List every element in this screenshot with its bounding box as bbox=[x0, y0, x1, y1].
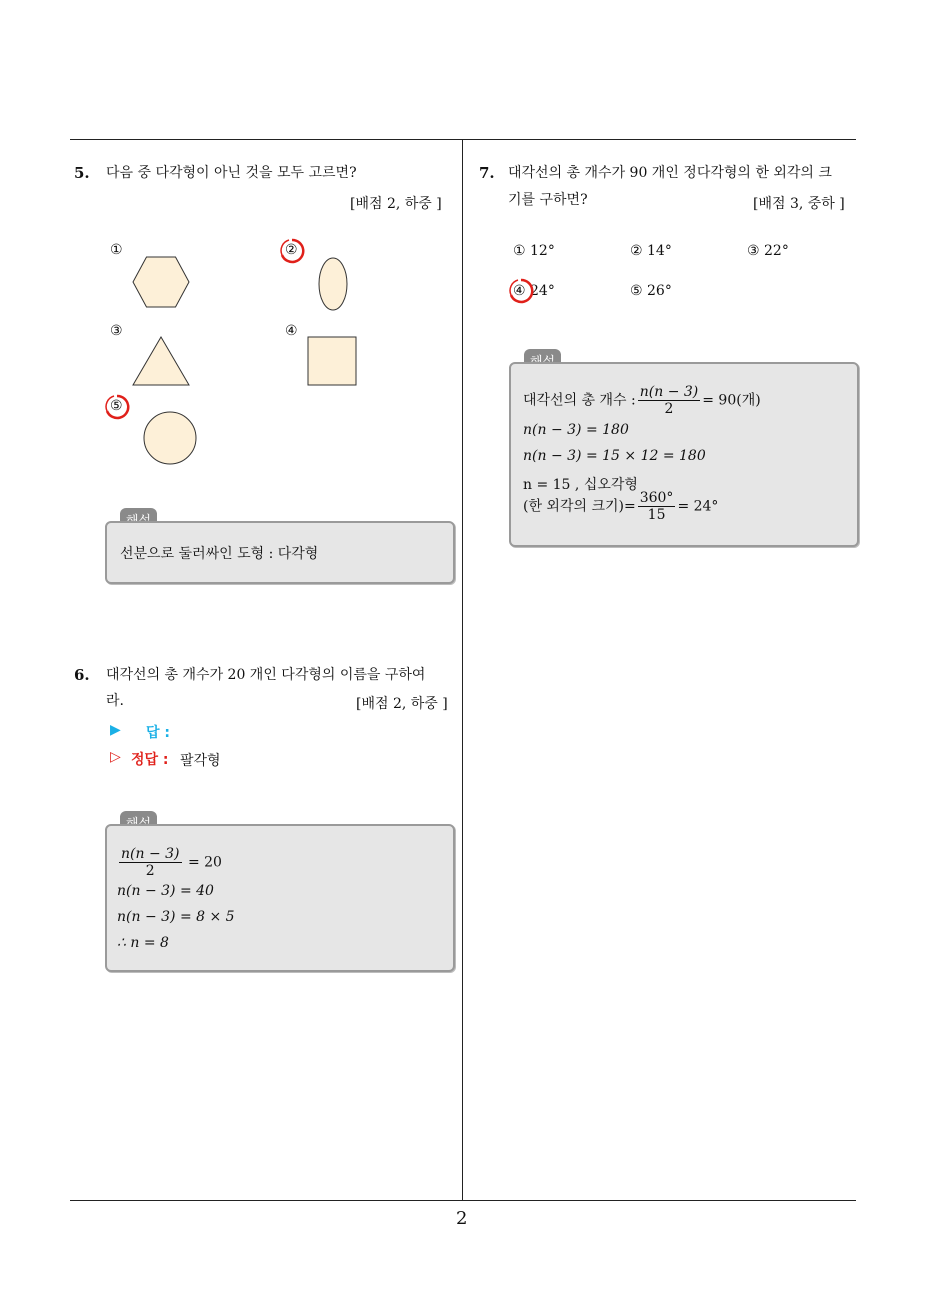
correct-answer: 팔각형 bbox=[180, 753, 221, 769]
option-3[interactable]: ③ 22° bbox=[747, 243, 789, 259]
top-rule bbox=[70, 139, 856, 140]
selection-mark-icon bbox=[277, 236, 307, 266]
explanation-box bbox=[105, 824, 455, 972]
score-meta: [배점 3, 중하 ] bbox=[753, 196, 845, 212]
explanation-line-2: n(n − 3) = 40 bbox=[117, 883, 214, 899]
fraction: $\frac{n(n - 3)}{2}$ bbox=[121, 846, 180, 879]
explanation-line-2: n(n − 3) = 180 bbox=[523, 422, 629, 438]
correct-label: 정답 : bbox=[131, 752, 169, 768]
page-number: 2 bbox=[456, 1208, 468, 1229]
option-4-label[interactable]: ④ bbox=[285, 323, 298, 339]
explanation-box bbox=[509, 362, 859, 547]
square-icon bbox=[307, 336, 357, 386]
explanation-line-1: $\frac{n(n - 3)}{2}$ = 20 bbox=[121, 846, 222, 879]
explanation-text: 선분으로 둘러싸인 도형 : 다각형 bbox=[120, 546, 319, 562]
option-3-label[interactable]: ③ bbox=[110, 323, 123, 339]
fraction: $\frac{360^\circ}{15}$ bbox=[639, 490, 674, 523]
option-2-label[interactable]: ② bbox=[285, 242, 298, 258]
explanation-line-4: n = 15 , 십오각형 bbox=[523, 477, 638, 493]
answer-label: 답 : bbox=[146, 725, 170, 741]
fraction: $\frac{n(n - 3)}{2}$ bbox=[639, 384, 699, 417]
score-meta: [배점 2, 하중 ] bbox=[356, 696, 448, 712]
selection-mark-icon bbox=[102, 392, 132, 422]
column-divider bbox=[462, 139, 463, 1201]
circle-icon bbox=[142, 410, 198, 466]
option-5[interactable]: ⑤ 26° bbox=[630, 283, 672, 299]
score-meta: [배점 2, 하중 ] bbox=[350, 196, 442, 212]
explanation-line-5: (한 외각의 크기)= $\frac{360^\circ}{15}$ = 24° bbox=[523, 490, 719, 523]
answer-arrow-icon: ▶ bbox=[110, 722, 121, 738]
explanation-line-4: ∴ n = 8 bbox=[117, 935, 169, 951]
option-1-label[interactable]: ① bbox=[110, 242, 123, 258]
triangle-icon bbox=[132, 336, 190, 386]
explanation-line-3: n(n − 3) = 15 × 12 = 180 bbox=[523, 448, 706, 464]
explanation-line-3: n(n − 3) = 8 × 5 bbox=[117, 909, 235, 925]
correct-arrow-icon: ▷ bbox=[110, 749, 121, 765]
question-text: 다음 중 다각형이 아닌 것을 모두 고르면? bbox=[106, 165, 357, 181]
explanation-box bbox=[105, 521, 455, 584]
question-text-line2: 기를 구하면? bbox=[508, 192, 588, 208]
ellipse-icon bbox=[317, 256, 349, 312]
question-text-line1: 대각선의 총 개수가 20 개인 다각형의 이름을 구하여 bbox=[106, 667, 426, 683]
question-text-line2: 라. bbox=[106, 693, 124, 709]
option-1[interactable]: ① 12° bbox=[513, 243, 555, 259]
question-number: 6. bbox=[74, 666, 90, 684]
question-number: 7. bbox=[479, 164, 495, 182]
option-2[interactable]: ② 14° bbox=[630, 243, 672, 259]
bottom-rule bbox=[70, 1200, 856, 1201]
option-5-label[interactable]: ⑤ bbox=[110, 398, 123, 414]
explanation-line-1: 대각선의 총 개수 : $\frac{n(n - 3)}{2}$ = 90(개) bbox=[523, 384, 761, 417]
option-4[interactable]: ④ 24° bbox=[513, 283, 555, 299]
question-number: 5. bbox=[74, 164, 90, 182]
question-text-line1: 대각선의 총 개수가 90 개인 정다각형의 한 외각의 크 bbox=[508, 165, 832, 181]
hexagon-icon bbox=[132, 256, 190, 308]
selection-mark-icon bbox=[506, 276, 536, 306]
